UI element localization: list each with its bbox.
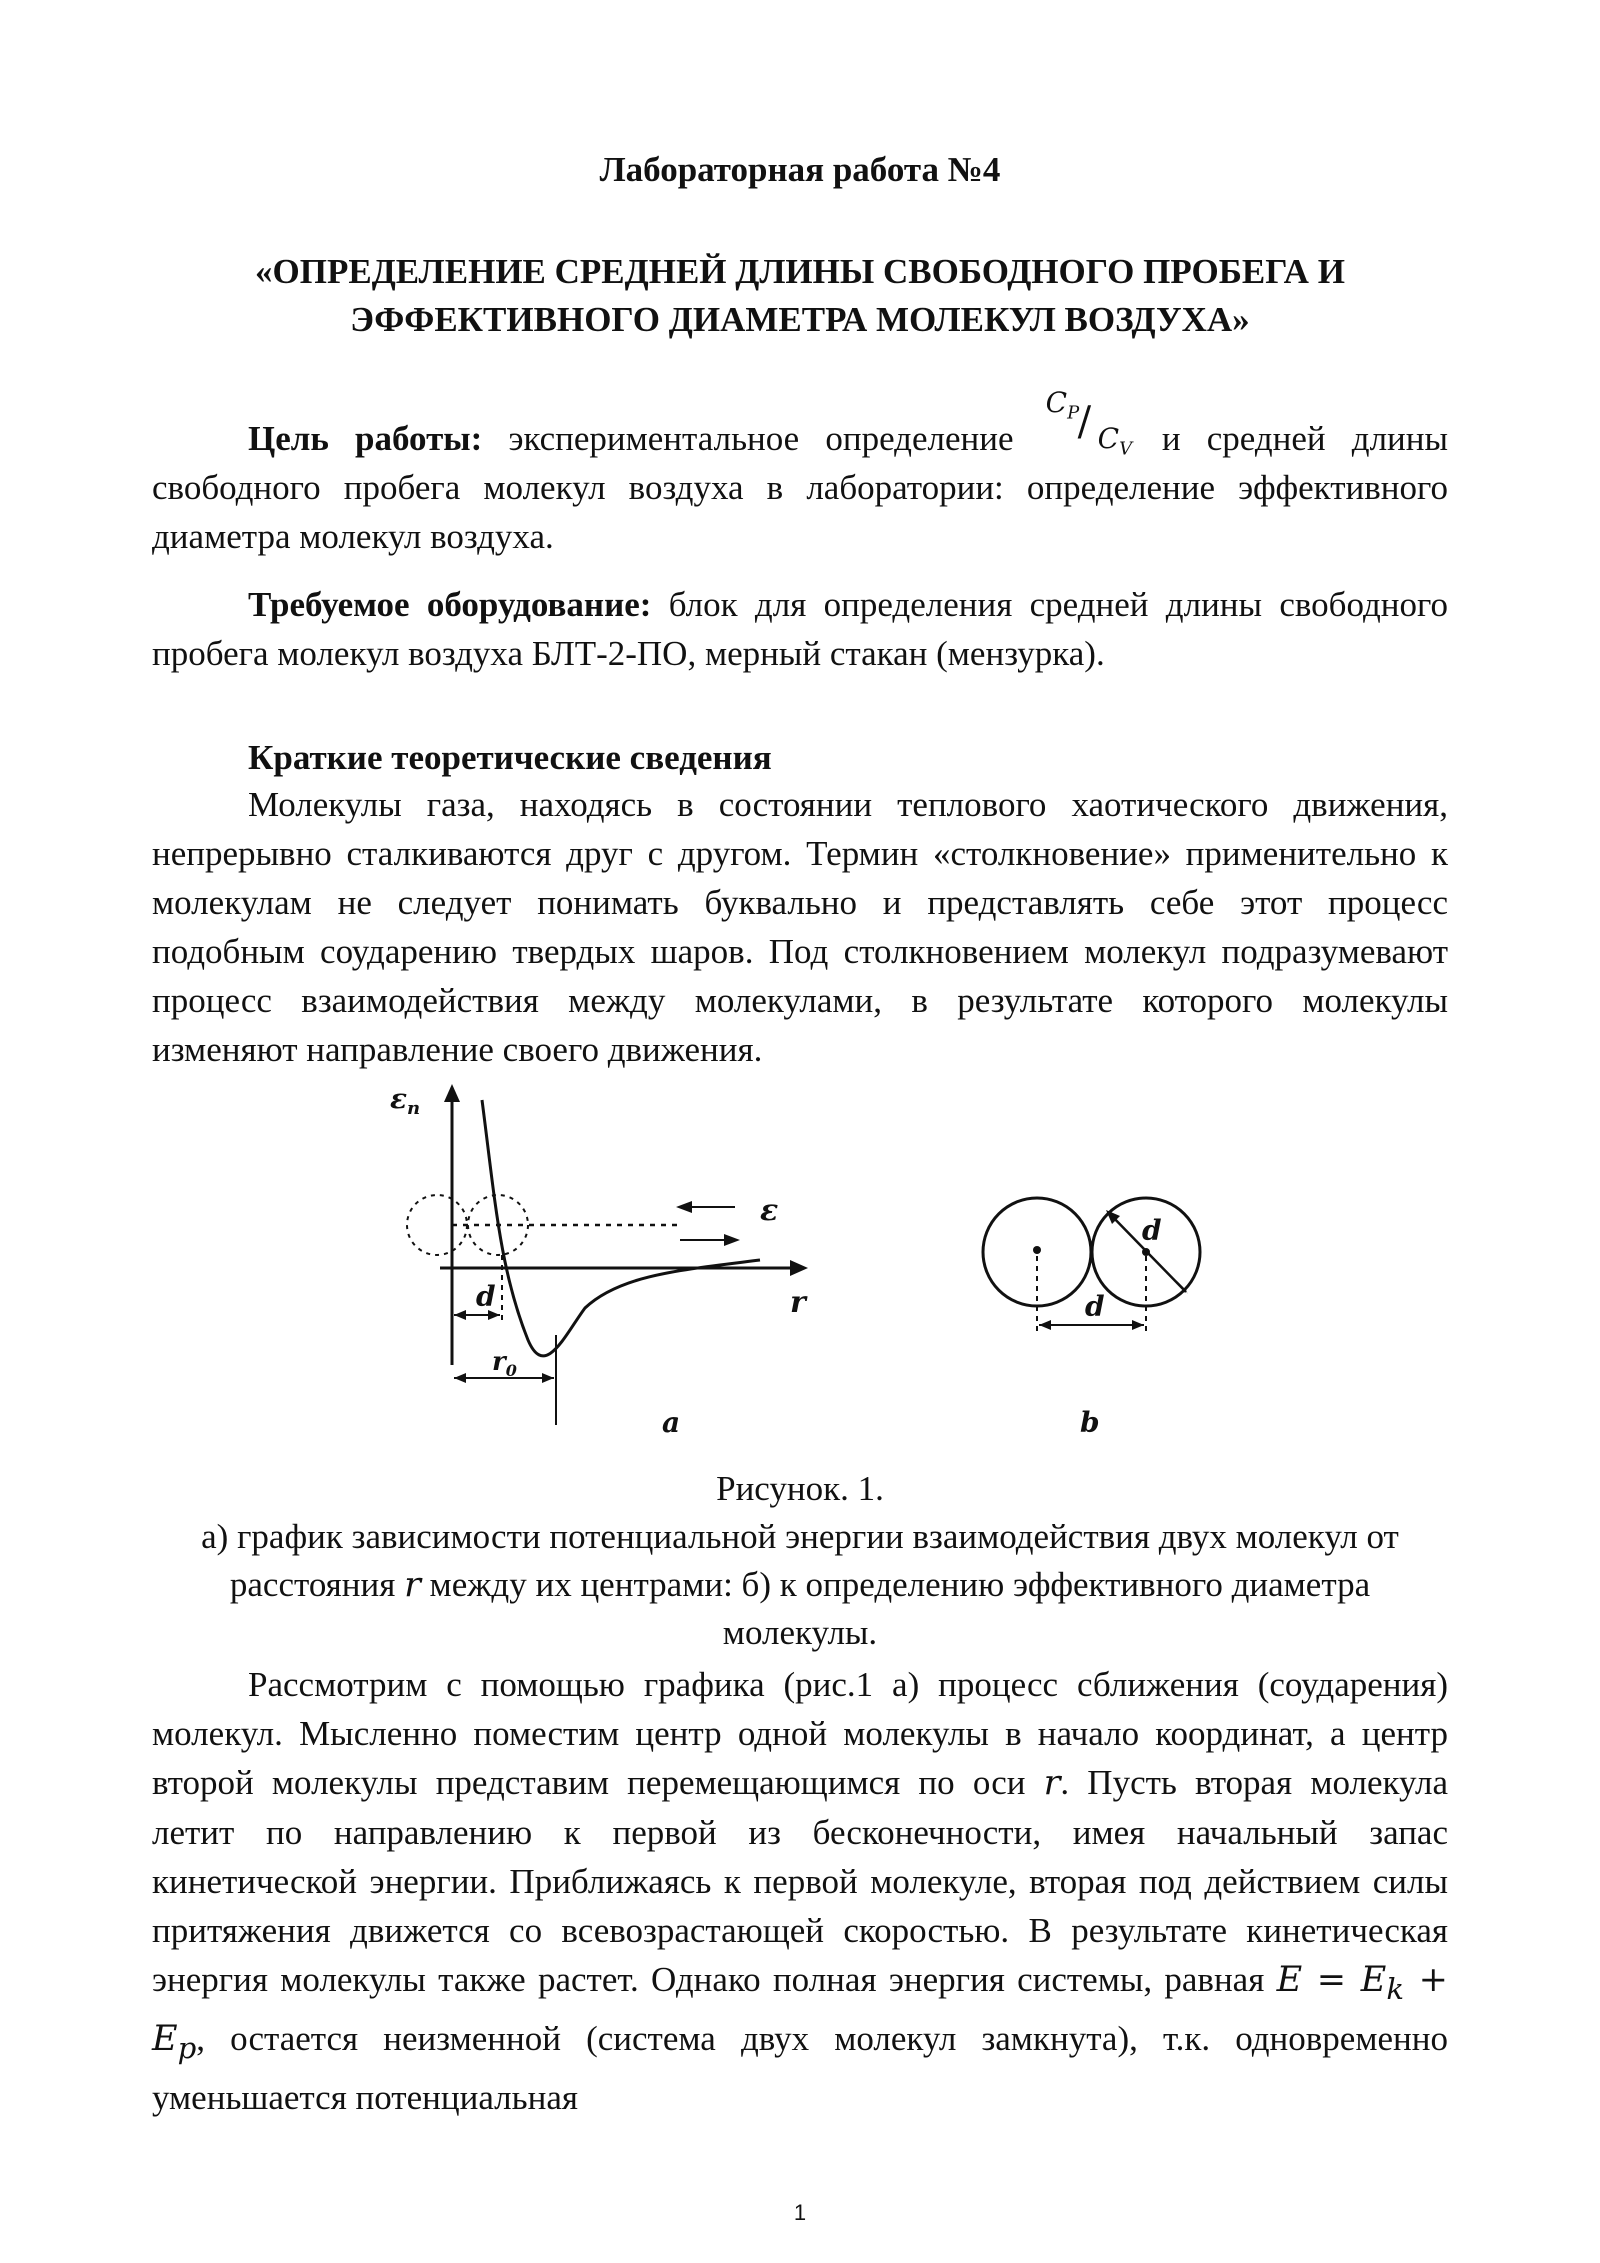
frac-numerator-sub: P: [1067, 402, 1080, 424]
body-paragraph-1: Рассмотрим с помощью графика (рис.1 а) процесс сближения (соударения) молекул. Мысленно поместим центр одной молекулы в начало координат, а центр второй молекулы представим перемещающимся по оси r. Пусть вторая молекула летит по направлению к первой из бесконечности, имея начальный запас кинетической энергии. Приближаясь к первой молекуле, вторая под действием силы притяжения движется со всевозрастающей скоростью. В результате кинетическая энергия молекулы также растет. Однако полная энергия системы, равная $E = E_k + E_p$, остается неизменной (система двух молекул замкнута), т.к. одновременно уменьшается потенциальная: [152, 1665, 1448, 2117]
frac-numerator: C: [1045, 386, 1068, 419]
x-axis-label: r: [790, 1285, 806, 1320]
panel-a: [407, 1084, 808, 1425]
potential-curve: [482, 1100, 760, 1356]
y-axis-arrow: [444, 1084, 460, 1102]
caption-var-r: r: [404, 1565, 421, 1605]
panel-b-label: b: [1080, 1406, 1100, 1439]
theory-heading: Краткие теоретические сведения: [248, 738, 772, 777]
frac-denominator-sub: V: [1119, 438, 1133, 460]
y-axis-label: ε: [390, 1082, 408, 1115]
lab-title: Лабораторная работа №4: [599, 150, 1001, 189]
cp-cv-fraction: $C_P$ / $C_V$: [1045, 386, 1133, 460]
body-p1-text: Рассмотрим с помощью графика (рис.1 а) процесс сближения (соударения) молекул. Мысленно поместим центр одной молекулы в начало координат, а центр второй молекулы представим перемещающимся по оси: [152, 1665, 1448, 1802]
x-axis-arrow: [790, 1260, 808, 1276]
figure-1: [380, 1080, 1220, 1460]
svg-text:r0: [492, 1347, 517, 1380]
r0-label-sub: 0: [505, 1361, 517, 1380]
goal-text-after: и средней длины свободного пробега молекул воздуха в лаборатории: определение эффективного диаметра молекул воздуха.: [152, 419, 1449, 556]
panel-a-label: a: [662, 1406, 681, 1439]
body-p2-after: , остается неизменной (система двух молекул замкнута), т.к. одновременно уменьшается потенциальная: [152, 2019, 1448, 2117]
d-label-b1: d: [1142, 1214, 1162, 1247]
page-number: 1: [793, 2200, 807, 2225]
molecule-circle-1: [407, 1195, 467, 1255]
goal-label: Цель работы:: [248, 419, 483, 458]
figure-1-svg: [380, 1080, 1220, 1460]
equipment-paragraph: [152, 580, 1448, 678]
y-axis-label-sub: n: [407, 1098, 421, 1119]
equipment-text: блок для определения средней длины свободного пробега молекул воздуха БЛТ-2-ПО, мерный стакан (мензурка).: [152, 585, 1448, 673]
arrow-left-head: [676, 1201, 692, 1213]
d-label-b2: d: [1085, 1290, 1105, 1323]
equipment-label: Требуемое оборудование:: [248, 585, 652, 624]
r0-label: r: [492, 1347, 506, 1377]
caption-line-1: а) график зависимости потенциальной энергии взаимодействия двух молекул от: [201, 1517, 1399, 1556]
main-title-line-2: ЭФФЕКТИВНОГО ДИАМЕТРА МОЛЕКУЛ ВОЗДУХА»: [350, 300, 1250, 339]
arrow-right-head: [724, 1234, 740, 1246]
svg-text:εn: [390, 1082, 420, 1119]
main-title-line-1: «ОПРЕДЕЛЕНИЕ СРЕДНЕЙ ДЛИНЫ СВОБОДНОГО ПРОБЕГА И: [255, 252, 1345, 291]
caption-line-2: расстояния r между их центрами: б) к определению эффективного диаметра: [229, 1565, 1371, 1605]
d-label-a: d: [476, 1280, 496, 1313]
caption-title: Рисунок. 1.: [716, 1469, 884, 1508]
caption-line-3: молекулы.: [722, 1613, 878, 1652]
energy-label: ε: [760, 1193, 779, 1228]
body-p2-text: Пусть вторая молекула летит по направлению к первой из бесконечности, имея начальный запас кинетической энергии. Приближаясь к первой молекуле, вторая под действием силы притяжения движется со всевозрастающей скоростью. В результате кинетическая энергия молекулы также растет. Однако полная энергия системы, равная: [152, 1763, 1448, 1999]
theory-paragraph: [152, 780, 1448, 1074]
frac-denominator: C: [1097, 422, 1120, 455]
goal-text-before: экспериментальное определение: [508, 419, 1014, 458]
goal-paragraph: [152, 386, 1449, 561]
theory-text: Молекулы газа, находясь в состоянии теплового хаотического движения, непрерывно сталкиваются друг с другом. Термин «столкновение» применительно к молекулам не следует понимать буквально и представлять себе этот процесс подобным соударению твердых шаров. Под столкновением молекул подразумевают процесс взаимодействия между молекулами, в результате которого молекулы изменяют направление своего движения.: [152, 785, 1448, 1069]
body-p1-var: r: [1043, 1763, 1061, 1803]
main-title: [150, 248, 1450, 344]
energy-formula: $E = E_k + E_p$: [152, 1960, 1448, 2065]
figure-caption: [150, 1465, 1450, 1657]
